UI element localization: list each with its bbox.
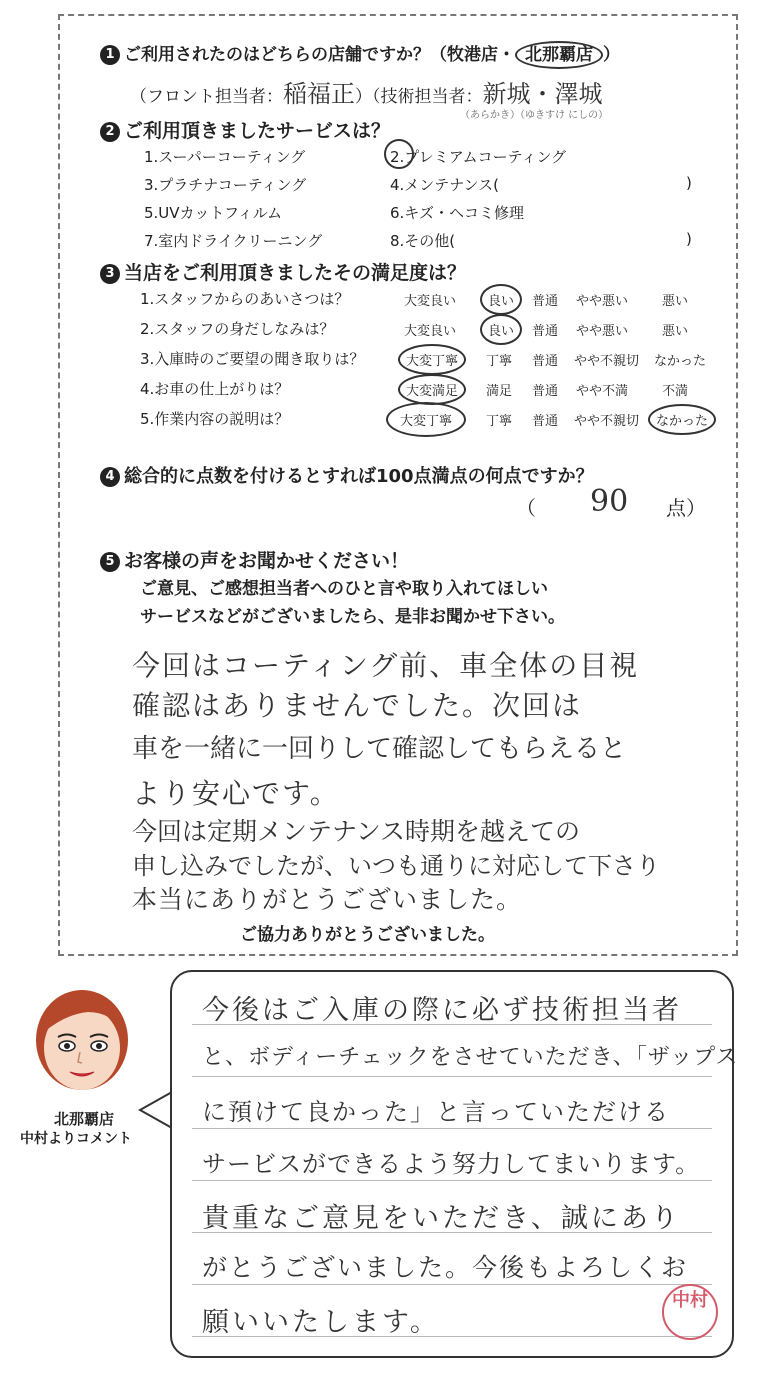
comment-line: より安心です。 [132,777,340,810]
comment-line: 確認はありませんでした。次回は [132,689,583,722]
satisfaction-row-label: 3.入庫時のご要望の聞き取りは？ [140,350,365,368]
reply-line: 貴重なご意見をいただき、誠にあり [202,1203,681,1234]
satisfaction-row-label: 2.スタッフの身だしなみは？ [140,320,335,338]
choice: なかった [654,354,707,369]
service-option: 5.UVカットフィルム [144,204,283,222]
avatar-illustration [22,982,142,1100]
satisfaction-row-label: 1.スタッフからのあいさつは？ [140,290,350,308]
q1-question: 1 ご利用されたのはどちらの店舗ですか？（牧港店・ 北那覇店 ） [100,40,620,65]
choice-circled: 良い [480,284,522,315]
store-makiminato: 牧港店 [447,45,498,65]
q4-question: 4 総合的に点数を付けるとすれば100点満点の何点ですか？ [100,462,594,488]
choice: 普通 [532,354,559,369]
paren-close: ) [686,230,692,248]
choice: 普通 [532,384,559,399]
choice: やや悪い [576,324,629,339]
choice: 満足 [486,384,513,399]
choice: 普通 [532,324,559,339]
service-option-selected: 2.プレミアムコーティング [390,146,566,167]
choice: 大変良い [404,324,457,339]
q1-staff-line: （フロント担当者：稲福正）（技術担当者：新城・澤城 [130,80,603,108]
ruled-line [192,1076,712,1077]
staff-store: 北那覇店 [53,1110,114,1128]
reply-line: 今後はご入庫の際に必ず技術担当者 [202,995,682,1026]
q5-question: 5 お客様の声をお聞かせください！ [100,546,409,573]
service-option: 3.プラチナコーティング [144,176,307,194]
comment-line: 今回はコーティング前、車全体の目視 [132,649,640,682]
reply-line: サービスができるよう努力してまいります。 [202,1150,701,1178]
ruled-line [192,1180,712,1181]
store-kitanaha-circled: 北那覇店 [515,41,603,69]
tech-staff-note: （あらかき）（ゆきすけ にしの） [460,110,609,121]
service-option: 4.メンテナンス( [390,176,499,194]
score-open: （ [516,496,536,520]
choice-circled: 大変丁寧 [398,344,466,375]
tech-staff-name: 新城・澤城 [482,80,603,108]
choice: やや不満 [576,384,629,399]
choice: 悪い [662,324,689,339]
choice: 不満 [662,384,689,399]
service-option: 1.スーパーコーティング [144,148,306,166]
choice: やや不親切 [574,414,640,429]
q2-question: 2 ご利用頂きましたサービスは？ [100,116,390,143]
q3-question: 3 当店をご利用頂きましたその満足度は？ [100,258,466,285]
nakamura-seal: 中村 [662,1284,718,1340]
selection-circle [384,139,414,169]
q5-instruction-1: ご意見、ご感想担当者へのひと言や取り入れてほしい [140,579,548,599]
reply-line: に預けて良かった」と言っていただける [202,1098,670,1126]
comment-line: 申し込みでしたが、いつも通りに対応して下さり [132,852,660,880]
service-option: 8.その他( [390,232,456,250]
service-option: 6.キズ・ヘコミ修理 [390,204,525,222]
choice: 大変良い [404,294,457,309]
comment-line: 今回は定期メンテナンス時期を越えての [132,817,581,846]
choice: 普通 [532,294,559,309]
q3-number: 3 [100,264,120,284]
ruled-line [192,1284,712,1285]
score-value: 90 [590,484,629,519]
choice: 丁寧 [486,414,513,429]
satisfaction-row-label: 5.作業内容の説明は？ [140,410,290,428]
choice: 丁寧 [486,354,513,369]
thanks-message: ご協力ありがとうございました。 [240,925,495,945]
service-option: 7.室内ドライクリーニング [144,232,323,250]
choice-circled: 大変満足 [398,374,466,405]
choice: 普通 [532,414,559,429]
choice-circled: なかった [648,404,716,435]
choice: やや不親切 [574,354,640,369]
front-staff-name: 稲福正 [283,80,355,108]
reply-line: がとうございました。今後もよろしくお [202,1253,689,1282]
staff-avatar [22,982,142,1100]
q1-number: 1 [100,45,120,65]
reply-line: と、ボディーチェックをさせていただき、「ザップス [202,1045,739,1070]
staff-reply-box [170,970,739,1358]
score-unit: 点） [666,496,706,520]
satisfaction-row-label: 4.お車の仕上がりは？ [140,380,290,398]
staff-comment-label: 中村よりコメント [20,1131,132,1147]
choice: やや悪い [576,294,629,309]
q5-instruction-2: サービスなどがございましたら、是非お聞かせ下さい。 [140,607,565,627]
choice: 悪い [662,294,689,309]
survey-sheet [58,14,738,956]
q2-number: 2 [100,122,120,142]
choice-circled: 大変丁寧 [386,402,466,437]
comment-line: 車を一緒に一回りして確認してもらえると [132,734,627,764]
reply-line: 願いいたします。 [202,1307,440,1338]
paren-close: ) [686,174,692,192]
choice-circled: 良い [480,314,522,345]
speech-bubble-tail [138,1090,174,1130]
q5-number: 5 [100,552,120,572]
ruled-line [192,1128,712,1129]
q4-number: 4 [100,467,120,487]
comment-line: 本当にありがとうございました。 [132,885,523,914]
